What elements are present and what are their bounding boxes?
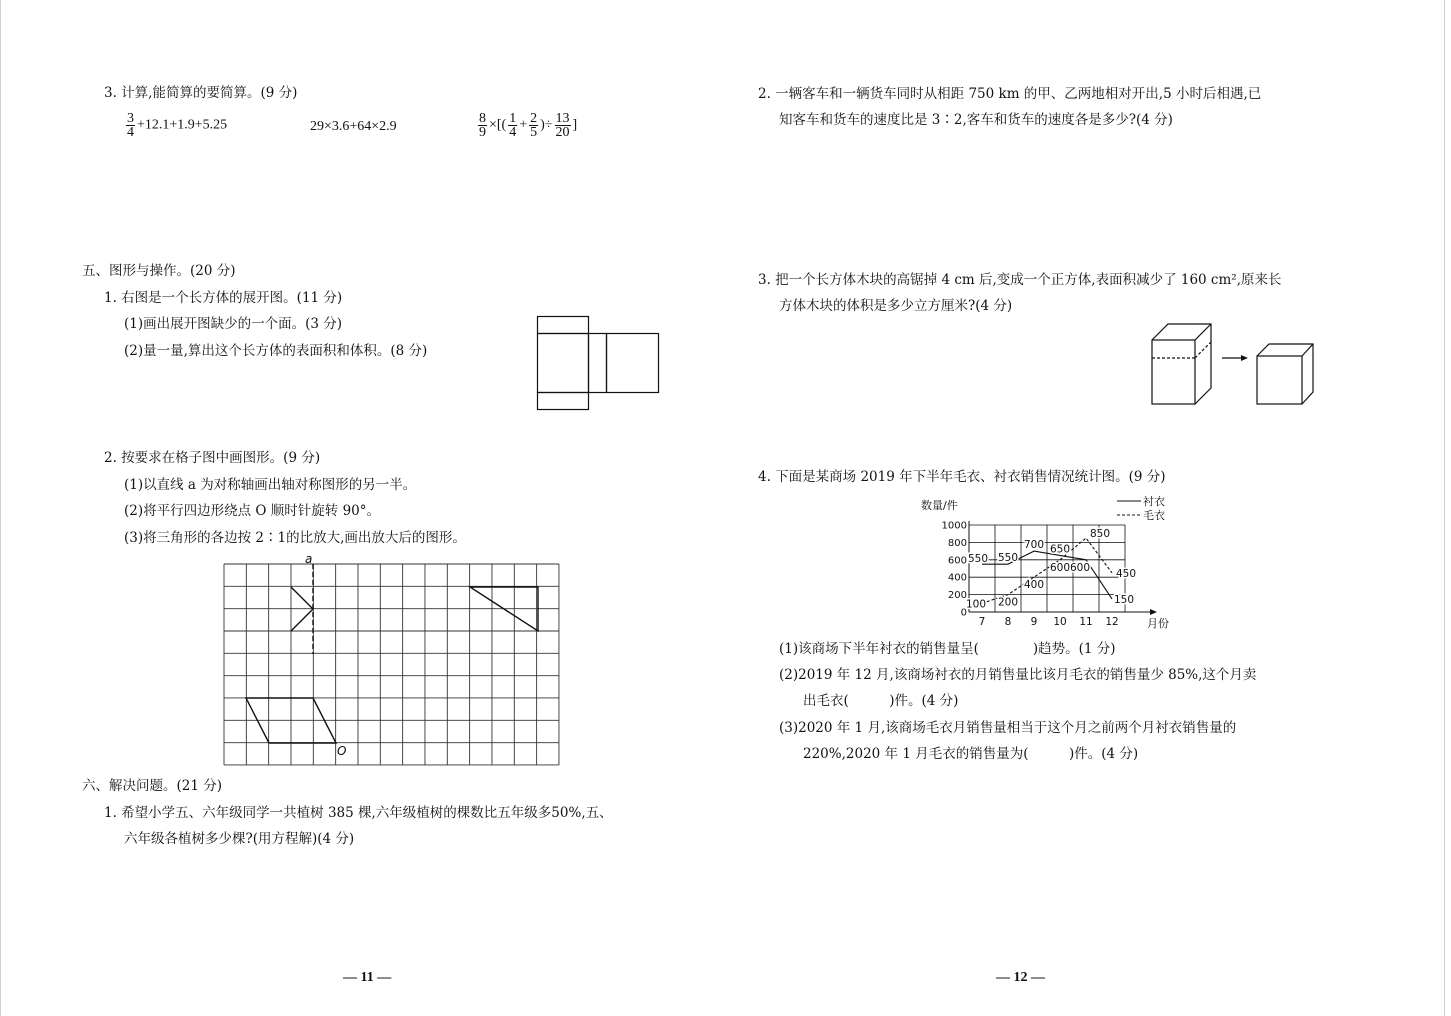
right-q2-line1: 2. 一辆客车和一辆货车同时从相距 750 km 的甲、乙两地相对开出,5 小时后相遇,已: [758, 86, 1262, 102]
data-label: 600: [1069, 561, 1091, 574]
point-o-label: O: [337, 744, 347, 758]
section-5-title: 五、图形与操作。(20 分): [82, 263, 236, 279]
chart-legend: [1117, 494, 1165, 522]
data-label: 150: [1114, 593, 1135, 606]
page-edge-right: [1444, 0, 1445, 1016]
fraction: $\frac{8}{9}$: [479, 111, 486, 140]
x-tick-label: 9: [1030, 616, 1038, 628]
fraction: $\frac{13}{20}$: [555, 111, 570, 140]
data-label: 700: [1023, 539, 1045, 552]
data-label: 600: [1049, 561, 1071, 574]
right-q4-part2-line2: 出毛衣( )件。(4 分): [803, 693, 959, 709]
arrow-head: [1241, 355, 1248, 361]
right-q3-line1: 3. 把一个长方体木块的高锯掉 4 cm 后,变成一个正方体,表面积减少了 160 cm²,原来长: [758, 272, 1282, 288]
fraction: $\frac{3}{4}$: [127, 111, 134, 140]
y-axis-label: 数量/件: [921, 499, 958, 512]
data-label: 650: [1049, 543, 1071, 556]
data-label: 550: [967, 553, 989, 566]
expression-1: $\frac{3}{4}$ +12.1+1.9+5.25: [127, 111, 228, 140]
y-tick-label: 1000: [941, 520, 967, 532]
sec5-q2-title: 2. 按要求在格子图中画图形。(9 分): [104, 450, 321, 466]
data-label: 100: [965, 598, 987, 611]
left-q3-title: 3. 计算,能简算的要简算。(9 分): [104, 85, 298, 101]
sales-line-chart: [905, 493, 1175, 633]
x-axis-label: 月份: [1147, 617, 1169, 630]
x-tick-label: 12: [1105, 616, 1119, 628]
right-q4-part3-line2: 220%,2020 年 1 月毛衣的销售量为( )件。(4 分): [803, 746, 1139, 762]
page-number-left: — 11 —: [343, 970, 392, 985]
right-q3-line2: 方体木块的体积是多少立方厘米?(4 分): [779, 298, 1013, 314]
sec5-q2-part1: (1)以直线 a 为对称轴画出轴对称图形的另一半。: [124, 477, 417, 493]
page-number-right: — 12 —: [996, 970, 1045, 985]
cuboid-to-cube-figure: [1150, 322, 1320, 408]
sec5-q1-part1: (1)画出展开图缺少的一个面。(3 分): [124, 316, 343, 332]
right-q4-part1: (1)该商场下半年衬衣的销售量呈( )趋势。(1 分): [779, 641, 1116, 657]
x-tick-label: 7: [978, 616, 986, 628]
data-label: 850: [1090, 528, 1111, 541]
sec5-q2-part3: (3)将三角形的各边按 2∶1的比放大,画出放大后的图形。: [124, 530, 466, 546]
data-labels: [966, 528, 1136, 610]
axis-a-label: a: [305, 552, 313, 566]
legend-label: 毛衣: [1143, 509, 1165, 522]
x-tick-label: 8: [1004, 616, 1012, 628]
data-label: 550: [997, 552, 1019, 565]
y-tick-label: 400: [947, 572, 967, 584]
data-label: 450: [1116, 567, 1137, 580]
expression-2: 29×3.6+64×2.9: [310, 119, 397, 134]
y-tick-labels: [942, 521, 967, 619]
fraction: $\frac{2}{5}$: [530, 111, 538, 140]
y-tick-label: 800: [947, 537, 967, 549]
sec5-q1-title: 1. 右图是一个长方体的展开图。(11 分): [104, 290, 343, 306]
cube-front: [1257, 356, 1302, 404]
fraction: $\frac{1}{4}$: [509, 111, 517, 140]
cuboid-edges: [1152, 324, 1211, 404]
cuboid-net-figure: [536, 315, 661, 413]
drawing-grid: [220, 550, 565, 770]
x-tick-label: 11: [1079, 616, 1093, 628]
section-6-title: 六、解决问题。(21 分): [82, 778, 223, 794]
x-tick-labels: [979, 616, 1119, 628]
cuboid-front: [1152, 340, 1195, 404]
data-label: 400: [1023, 579, 1045, 592]
sec5-q2-part2: (2)将平行四边形绕点 O 顺时针旋转 90°。: [124, 503, 380, 519]
y-tick-label: 600: [947, 555, 967, 567]
x-axis-arrow: [1150, 609, 1157, 615]
sec6-q1-line1: 1. 希望小学五、六年级同学一共植树 385 棵,六年级植树的棵数比五年级多50%,五、: [104, 805, 613, 821]
legend-label: 衬衣: [1143, 495, 1165, 508]
expression-3: $\frac{8}{9}$ ×[( $\frac{1}{4}$ + $\frac{2}{5}$ )÷ $\frac{13}{20}$ ]: [479, 111, 578, 140]
right-q2-line2: 知客车和货车的速度比是 3∶2,客车和货车的速度各是多少?(4 分): [779, 112, 1173, 128]
right-q4-title: 4. 下面是某商场 2019 年下半年毛衣、衬衣销售情况统计图。(9 分): [758, 469, 1166, 485]
y-tick-label: 200: [947, 590, 967, 602]
y-tick-label: 0: [960, 607, 967, 619]
right-q4-part2-line1: (2)2019 年 12 月,该商场衬衣的月销售量比该月毛衣的销售量少 85%,这个月卖: [779, 667, 1257, 683]
x-tick-label: 10: [1053, 616, 1067, 628]
sec6-q1-line2: 六年级各植树多少棵?(用方程解)(4 分): [124, 831, 355, 847]
page-edge-left: [0, 0, 1, 1016]
sec5-q1-part2: (2)量一量,算出这个长方体的表面积和体积。(8 分): [124, 343, 428, 359]
grid-lines: [224, 564, 559, 765]
data-label: 200: [997, 596, 1019, 609]
right-q4-part3-line1: (3)2020 年 1 月,该商场毛衣月销售量相当于这个月之前两个月衬衣销售量的: [779, 720, 1237, 736]
